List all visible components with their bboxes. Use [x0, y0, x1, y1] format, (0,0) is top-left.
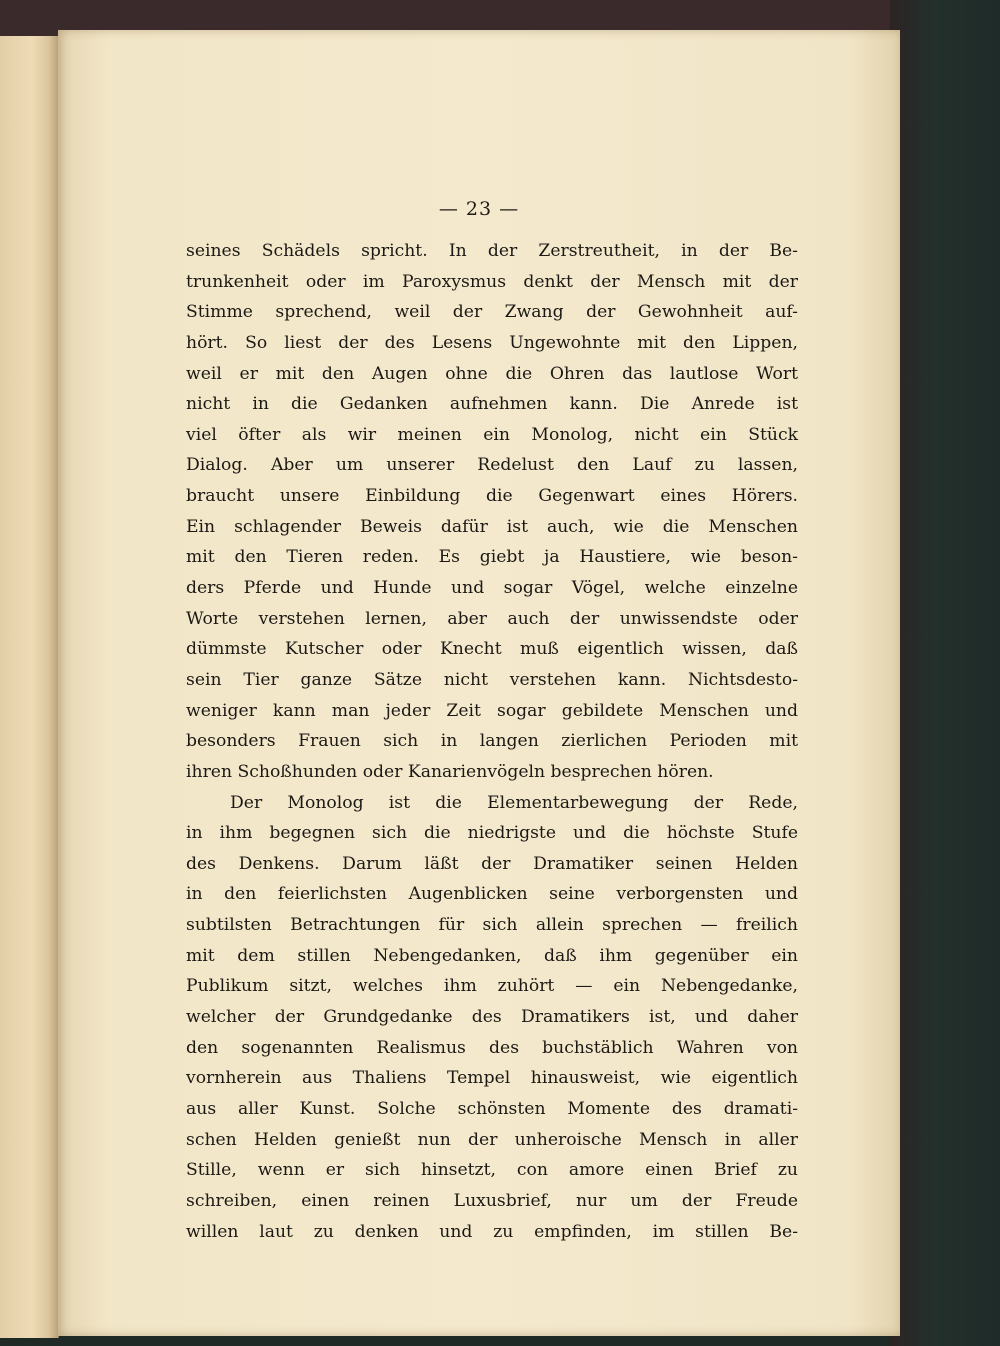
text-line: mit dem stillen Nebengedanken, daß ihm gegenüber ein [186, 945, 798, 966]
paragraph-end-line: ihren Schoßhunden oder Kanarienvögeln besprechen hören. [186, 761, 714, 782]
text-line: weniger kann man jeder Zeit sogar gebildete Menschen und [186, 700, 798, 721]
text-line: nicht in die Gedanken aufnehmen kann. Die Anrede ist [186, 394, 798, 415]
text-line: Publikum sitzt, welches ihm zuhört — ein Nebengedanke, [186, 976, 798, 997]
text-line: in ihm begegnen sich die niedrigste und die höchste Stufe [186, 823, 798, 844]
text-line: in den feierlichsten Augenblicken seine verborgensten und [186, 884, 798, 905]
text-line: Worte verstehen lernen, aber auch der unwissendste oder [186, 608, 798, 629]
text-line: viel öfter als wir meinen ein Monolog, nicht ein Stück [186, 424, 798, 445]
text-line: hört. So liest der des Lesens Ungewohnte mit den Lippen, [186, 332, 798, 353]
text-line: willen laut zu denken und zu empfinden, im stillen Be- [186, 1221, 798, 1242]
text-line: den sogenannten Realismus des buchstäblich Wahren von [186, 1037, 798, 1058]
text-line: besonders Frauen sich in langen zierlichen Perioden mit [186, 731, 798, 752]
text-line: des Denkens. Darum läßt der Dramatiker seinen Helden [186, 853, 798, 874]
text-line: schen Helden genießt nun der unheroische Mensch in aller [186, 1129, 798, 1150]
text-line: subtilsten Betrachtungen für sich allein sprechen — freilich [186, 915, 798, 936]
book-page [58, 30, 900, 1336]
text-line: Ein schlagender Beweis dafür ist auch, wie die Menschen [186, 516, 798, 537]
text-line: braucht unsere Einbildung die Gegenwart eines Hörers. [186, 486, 798, 507]
body-text [186, 236, 798, 1247]
text-line: Stille, wenn er sich hinsetzt, con amore einen Brief zu [186, 1160, 798, 1181]
text-line: welcher der Grundgedanke des Dramatikers ist, und daher [186, 1007, 798, 1028]
text-line: Dialog. Aber um unserer Redelust den Lauf zu lassen, [186, 455, 798, 476]
left-page-edge [0, 36, 59, 1338]
text-line: trunkenheit oder im Paroxysmus denkt der Mensch mit der [186, 271, 798, 292]
page-number: — 23 — [438, 198, 520, 220]
text-line: weil er mit den Augen ohne die Ohren das lautlose Wort [186, 363, 798, 384]
text-line: sein Tier ganze Sätze nicht verstehen kann. Nichtsdesto- [186, 669, 798, 690]
book-cover-right [890, 0, 1000, 1346]
text-line: mit den Tieren reden. Es giebt ja Haustiere, wie beson- [186, 547, 798, 568]
text-line: ders Pferde und Hunde und sogar Vögel, welche einzelne [186, 578, 798, 599]
paragraph-start-line: Der Monolog ist die Elementarbewegung der Rede, [230, 792, 798, 813]
text-line: vornherein aus Thaliens Tempel hinausweist, wie eigentlich [186, 1068, 798, 1089]
text-line: seines Schädels spricht. In der Zerstreutheit, in der Be- [186, 241, 798, 261]
text-line: Stimme sprechend, weil der Zwang der Gewohnheit auf- [186, 302, 798, 323]
text-line: schreiben, einen reinen Luxusbrief, nur um der Freude [186, 1190, 798, 1211]
text-line: aus aller Kunst. Solche schönsten Momente des dramati- [186, 1098, 798, 1119]
text-line: dümmste Kutscher oder Knecht muß eigentlich wissen, daß [186, 639, 798, 660]
